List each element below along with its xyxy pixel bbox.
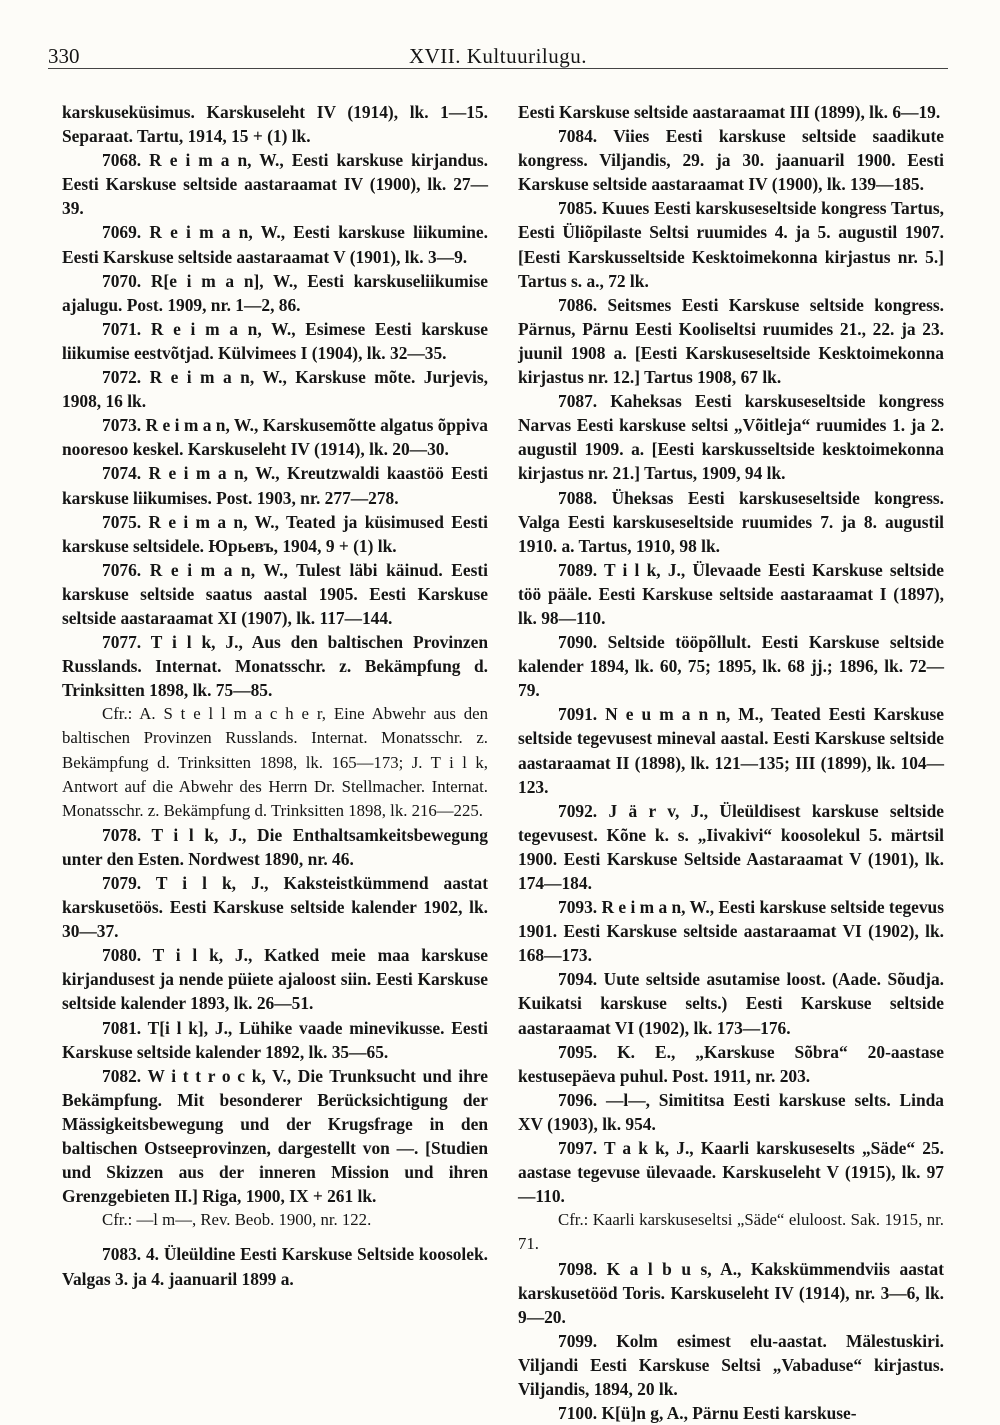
bibliography-entry: 7083. 4. Üleüldine Eesti Karskuse Seltside koosolek. Valgas 3. ja 4. jaanuaril 1899 a. xyxy=(62,1244,488,1289)
bibliography-entry: 7075. R e i m a n, W., Teated ja küsimused Eesti karskuse seltsidele. Юрьевъ, 1904, 9 + (1) lk. xyxy=(62,511,488,556)
bibliography-entry: 7091. N e u m a n n, M., Teated Eesti Karskuse seltside tegevusest mineval aastal. Eesti Karskuse seltside aastaraamat II (1898), lk. 121—135; III (1899), lk. 104—123. xyxy=(518,704,944,797)
bibliography-entry: 7094. Uute seltside asutamise loost. (Aade. Sõudja. Kuikatsi karskuse selts.) Eesti Karskuse seltside aastaraamat VI (1902), lk. 173—176. xyxy=(518,969,944,1038)
bibliography-entry: 7088. Üheksas Eesti karskuseseltside kongress. Valga Eesti karskuseseltside ruumides 7. ja 8. augustil 1910. a. Tartus, 1910, 98 lk. xyxy=(518,487,944,556)
bibliography-note: Cfr.: Kaarli karskuseseltsi „Säde“ eluloost. Sak. 1915, nr. 71. xyxy=(518,1210,944,1254)
bibliography-entry: 7092. J ä r v, J., Üleüldisest karskuse seltside tegevusest. Kõne k. s. „Iivakivi“ koosolekul 5. märtsil 1900. Eesti Karskuse Seltside Aastaraamat V (1901), lk. 174—184. xyxy=(518,800,944,893)
bibliography-entry: 7080. T i l k, J., Katked meie maa karskuse kirjandusest ja nende püiete ajaloost siin. Eesti Karskuse seltside kalender 1893, lk. 26—51. xyxy=(62,945,488,1014)
bibliography-entry: 7068. R e i m a n, W., Eesti karskuse kirjandus. Eesti Karskuse seltside aastaraamat IV (1900), lk. 27—39. xyxy=(62,150,488,219)
bibliography-entry: 7090. Seltside tööpõllult. Eesti Karskuse seltside kalender 1894, lk. 60, 75; 1895, lk. 68 jj.; 1896, lk. 72—79. xyxy=(518,632,944,701)
bibliography-entry: 7089. T i l k, J., Ülevaade Eesti Karskuse seltside töö pääle. Eesti Karskuse seltside aastaraamat I (1897), lk. 98—110. xyxy=(518,559,944,628)
bibliography-entry: 7093. R e i m a n, W., Eesti karskuse seltside tegevus 1901. Eesti Karskuse seltside aastaraamat VI (1902), lk. 168—173. xyxy=(518,897,944,966)
bibliography-entry: 7074. R e i m a n, W., Kreutzwaldi kaastöö Eesti karskuse liikumises. Post. 1903, nr. 277—278. xyxy=(62,463,488,508)
bibliography-entry: 7098. K a l b u s, A., Kakskümmendviis aastat karskusetööd Toris. Karskuseleht IV (1914), nr. 3—6, lk. 9—20. xyxy=(518,1258,944,1327)
bibliography-entry: 7096. —l—, Simititsa Eesti karskuse selts. Linda XV (1903), lk. 954. xyxy=(518,1089,944,1134)
running-title: XVII. Kultuurilugu. xyxy=(408,44,588,68)
left-column xyxy=(62,100,488,1291)
bibliography-entry: Eesti Karskuse seltside aastaraamat III (1899), lk. 6—19. xyxy=(518,102,941,122)
bibliography-entry: karskuseküsimus. Karskuseleht IV (1914), lk. 1—15. Separaat. Tartu, 1914, 15 + (1) lk. xyxy=(62,102,488,147)
bibliography-entry: 7070. R[e i m a n], W., Eesti karskuseliikumise ajalugu. Post. 1909, nr. 1—2, 86. xyxy=(62,270,488,315)
bibliography-entry: 7076. R e i m a n, W., Tulest läbi käinud. Eesti karskuse seltside saatus aastal 1905. Eesti Karskuse seltside aastaraamat XI (1907), lk. 117—144. xyxy=(62,559,488,628)
bibliography-entry: 7072. R e i m a n, W., Karskuse mõte. Jurjevis, 1908, 16 lk. xyxy=(62,367,488,412)
running-header xyxy=(48,34,948,69)
bibliography-entry: 7077. T i l k, J., Aus den baltischen Provinzen Russlands. Internat. Monatsschr. z. Bekämpfung d. Trinksitten 1898, lk. 75—85. xyxy=(62,632,488,701)
bibliography-entry: 7079. T i l k, J., Kaksteistkümmend aastat karskusetöös. Eesti Karskuse seltside kalender 1902, lk. 30—37. xyxy=(62,873,488,942)
page-number: 330 xyxy=(48,44,80,68)
bibliography-entry: 7086. Seitsmes Eesti Karskuse seltside kongress. Pärnus, Pärnu Eesti Kooliseltsi ruumides 21., 22. ja 23. juunil 1908 a. [Eesti Karskuseseltside Kesktoimekonna kirjastus nr. 12.] Tartus 1908, 67 lk. xyxy=(518,294,944,388)
bibliography-entry: 7069. R e i m a n, W., Eesti karskuse liikumine. Eesti Karskuse seltside aastaraamat V (1901), lk. 3—9. xyxy=(62,222,488,267)
bibliography-entry: 7082. W i t t r o c k, V., Die Trunksucht und ihre Bekämpfung. Mit besonderer Berücksichtigung der Mässigkeitsbewegung und der Krugsfrage in den baltischen Ostseeprovinzen, dargestellt von —. [Studien und Skizzen aus der inneren Mission und ihren Grenzgebieten II.] Riga, 1900, IX + 261 lk. xyxy=(62,1065,488,1207)
bibliography-entry: 7099. Kolm esimest elu-aastat. Mälestuskiri. Viljandi Eesti Karskuse Seltsi „Vabaduse“ kirjastus. Viljandis, 1894, 20 lk. xyxy=(518,1330,944,1399)
bibliography-entry: 7073. R e i m a n, W., Karskusemõtte algatus õppiva nooresoo keskel. Karskuseleht IV (1914), lk. 20—30. xyxy=(62,415,488,460)
right-column xyxy=(518,100,944,1425)
bibliography-entry: 7087. Kaheksas Eesti karskuseseltside kongress Narvas Eesti karskuse seltsi „Võitleja“ ruumides 1. ja 2. augustil 1909. a. [Eesti karskusseltside kesktoimekonna kirjastus nr. 21.] Tartus, 1909, 94 lk. xyxy=(518,391,944,484)
bibliography-note: Cfr.: —l m—, Rev. Beob. 1900, nr. 122. xyxy=(102,1210,372,1230)
bibliography-entry: 7078. T i l k, J., Die Enthaltsamkeitsbewegung unter den Esten. Nordwest 1890, nr. 46. xyxy=(62,824,488,869)
bibliography-entry: 7084. Viies Eesti karskuse seltside saadikute kongress. Viljandis, 29. ja 30. jaanuaril 1900. Eesti Karskuse seltside aastaraamat IV (1900), lk. 139—185. xyxy=(518,126,944,195)
bibliography-note: Cfr.: A. S t e l l m a c h e r, Eine Abwehr aus den baltischen Provinzen Russlands. Internat. Monatsschr. z. Bekämpfung d. Trinksitten 1898, lk. 165—173; J. T i l k, Antwort auf die Abwehr des Herrn Dr. Stellmacher. Internat. Monatsschr. z. Bekämpfung d. Trinksitten 1898, lk. 216—225. xyxy=(62,704,488,820)
bibliography-entry: 7095. K. E., „Karskuse Sõbra“ 20-aastase kestusepäeva puhul. Post. 1911, nr. 203. xyxy=(518,1041,944,1086)
bibliography-entry: 7071. R e i m a n, W., Esimese Eesti karskuse liikumise eestvõtjad. Külvimees I (1904), lk. 32—35. xyxy=(62,318,488,363)
bibliography-entry: 7100. K[ü]n g, A., Pärnu Eesti karskuse- xyxy=(558,1403,857,1424)
entry-gap xyxy=(62,1232,488,1242)
bibliography-entry: 7081. T[i l k], J., Lühike vaade minevikusse. Eesti Karskuse seltside kalender 1892, lk. 35—65. xyxy=(62,1017,488,1062)
bibliography-entry: 7097. T a k k, J., Kaarli karskuseselts „Säde“ 25. aastase tegevuse ülevaade. Karskuseleht V (1915), lk. 97—110. xyxy=(518,1138,944,1207)
bibliography-entry: 7085. Kuues Eesti karskuseseltside kongress Tartus, Eesti Üliõpilaste Seltsi ruumides 4. ja 5. augustil 1907. [Eesti Karskusseltside Kesktoimekonna kirjastus nr. 5.] Tartus s. a., 72 lk. xyxy=(518,198,944,291)
